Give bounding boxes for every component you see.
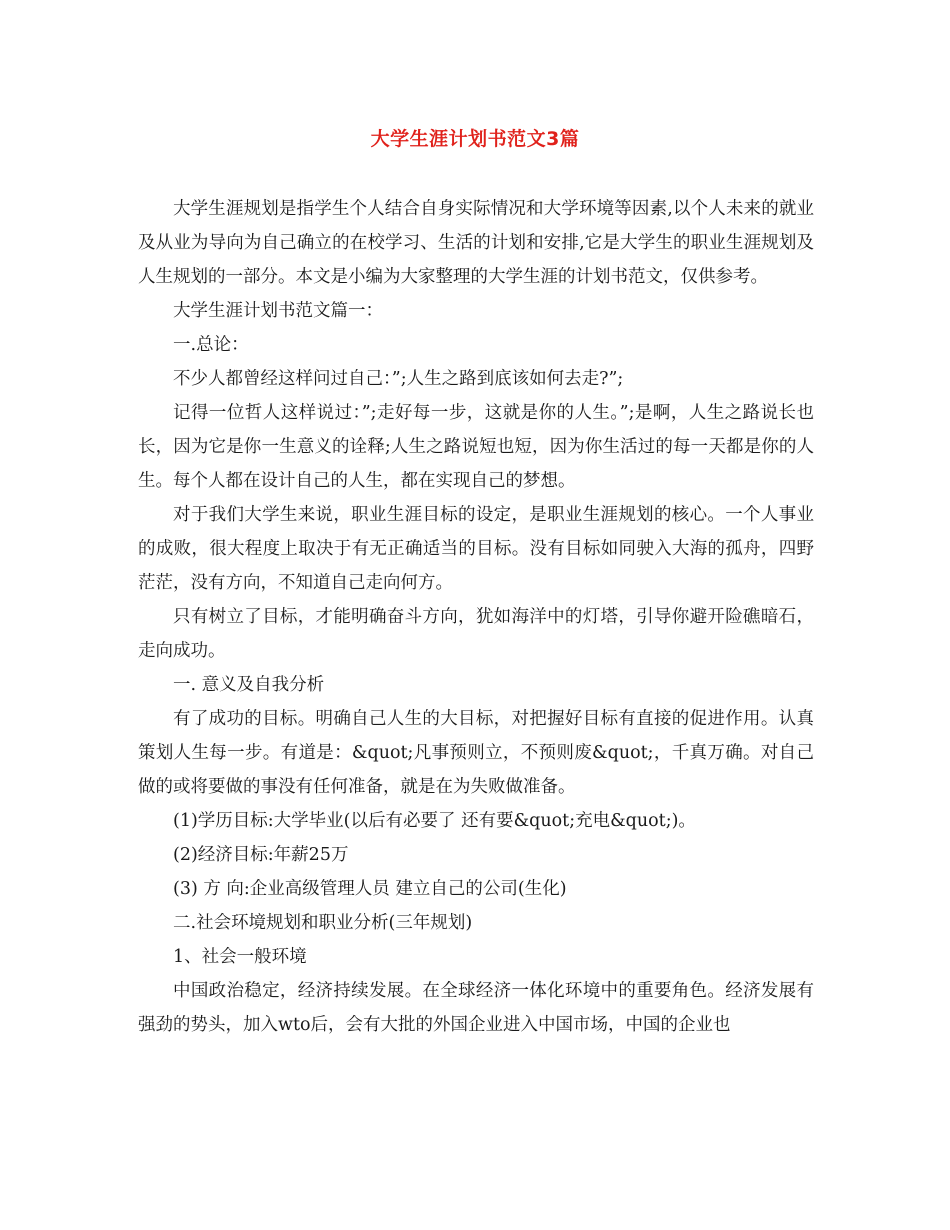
section-heading-self-analysis: 一. 意义及自我分析: [173, 675, 325, 695]
document-title: 大学生涯计划书范文3篇: [370, 128, 580, 150]
body-paragraph: 有了成功的目标。明确自己人生的大目标，对把握好目标有直接的促进作用。认真策划人生每一步。有道是：&quot;凡事预则立，不预则废&quot;，千真万确。对自己做的或将要做的事没有任何准备，就是在为失败做准备。: [138, 709, 814, 797]
body-paragraph: 记得一位哲人这样说过：”;走好每一步，这就是你的人生。”;是啊，人生之路说长也长，因为它是你一生意义的诠释;人生之路说短也短，因为你生活过的每一天都是你的人生。每个人都在设计自己的人生，都在实现自己的梦想。: [138, 403, 814, 491]
body-paragraph: 中国政治稳定，经济持续发展。在全球经济一体化环境中的重要角色。经济发展有强劲的势头，加入wto后，会有大批的外国企业进入中国市场，中国的企业也: [138, 981, 814, 1035]
goal-item-economic: (2)经济目标:年薪25万: [173, 845, 349, 865]
goal-item-education: (1)学历目标:大学毕业(以后有必要了 还有要&quot;充电&quot;)。: [173, 811, 696, 831]
section-heading-sample-one: 大学生涯计划书范文篇一：: [173, 301, 383, 321]
body-paragraph: 只有树立了目标，才能明确奋斗方向，犹如海洋中的灯塔，引导你避开险礁暗石，走向成功。: [138, 607, 814, 661]
subsection-heading: 1、社会一般环境: [173, 947, 307, 967]
section-heading-environment: 二.社会环境规划和职业分析(三年规划): [173, 913, 473, 933]
section-heading-overview: 一.总论：: [173, 335, 249, 355]
intro-paragraph: 大学生涯规划是指学生个人结合自身实际情况和大学环境等因素,以个人未来的就业及从业为导向为自己确立的在校学习、生活的计划和安排,它是大学生的职业生涯规划及人生规划的一部分。本文是小编为大家整理的大学生涯的计划书范文，仅供参考。: [138, 199, 814, 287]
goal-item-direction: (3) 方 向:企业高级管理人员 建立自己的公司(生化): [173, 879, 567, 899]
document-body: [138, 192, 814, 1042]
body-paragraph: 对于我们大学生来说，职业生涯目标的设定，是职业生涯规划的核心。一个人事业的成败，很大程度上取决于有无正确适当的目标。没有目标如同驶入大海的孤舟，四野茫茫，没有方向，不知道自己走向何方。: [138, 505, 814, 593]
body-paragraph: 不少人都曾经这样问过自己：”;人生之路到底该如何去走?”;: [173, 369, 624, 389]
